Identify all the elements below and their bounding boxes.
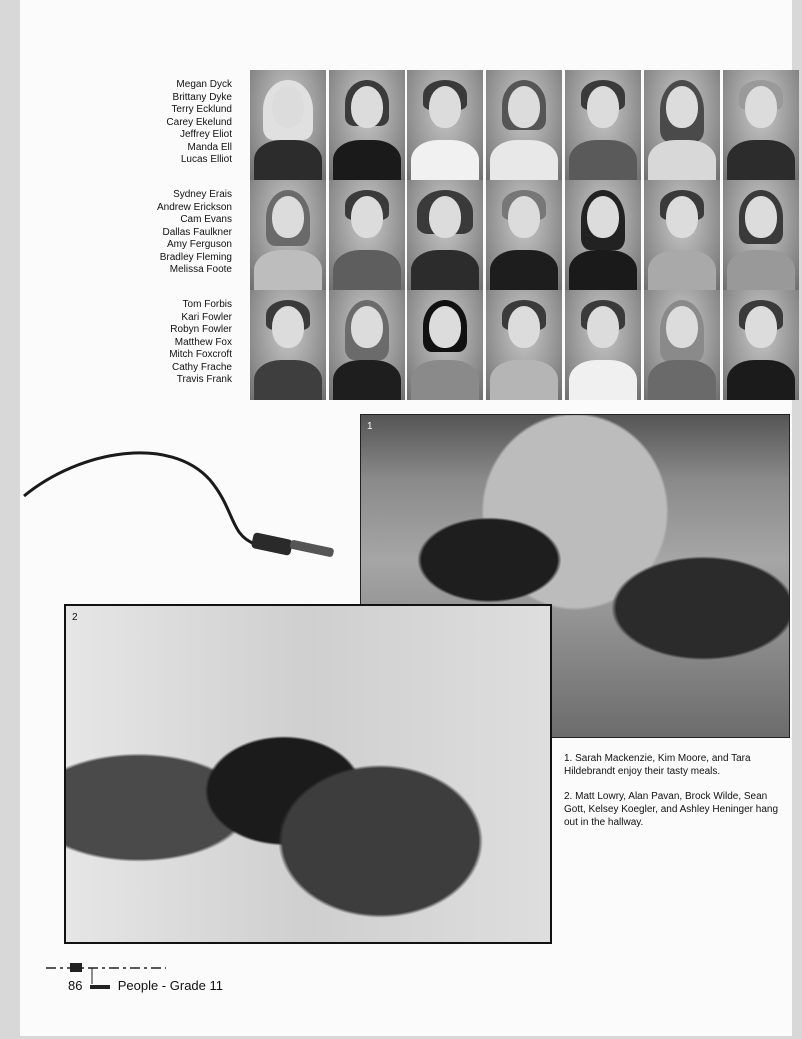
- student-portrait: [329, 180, 405, 290]
- student-name: Carey Ekelund: [166, 116, 232, 128]
- student-name: Andrew Erickson: [156, 201, 232, 213]
- student-portrait: [644, 290, 720, 400]
- student-portrait: [723, 70, 799, 180]
- student-name: Brittany Dyke: [172, 91, 232, 103]
- student-name: Mitch Foxcroft: [169, 349, 232, 360]
- plug-icon: [90, 985, 110, 989]
- student-portrait: [644, 180, 720, 290]
- student-name: Amy Ferguson: [166, 239, 232, 250]
- candid-photo-hallway: [64, 604, 552, 944]
- student-name: Cathy Frache: [171, 361, 232, 373]
- student-portrait: [486, 70, 562, 180]
- student-name: Manda Ell: [187, 141, 232, 153]
- student-name: Cam Evans: [180, 214, 232, 225]
- photo-number: 1: [367, 421, 373, 432]
- student-name: Matthew Fox: [174, 336, 232, 348]
- student-name: Jeffrey Eliot: [179, 129, 232, 140]
- portrait-row-2: [250, 180, 790, 290]
- student-name: Terry Ecklund: [171, 104, 232, 115]
- name-list-row-1: [130, 79, 232, 167]
- student-name: Megan Dyck: [176, 79, 232, 90]
- student-name: Tom Forbis: [182, 299, 232, 310]
- name-list-row-2: [130, 189, 232, 277]
- caption-photo-1: 1. Sarah Mackenzie, Kim Moore, and Tara Hildebrandt enjoy their tasty meals.: [564, 753, 751, 777]
- student-name: Dallas Faulkner: [162, 226, 232, 238]
- page-number: 86: [68, 978, 83, 993]
- photo-number: 2: [72, 612, 78, 623]
- student-portrait: [723, 180, 799, 290]
- student-portrait: [723, 290, 799, 400]
- headphone-cable-graphic: [20, 440, 350, 580]
- student-portrait: [329, 290, 405, 400]
- student-name: Sydney Erais: [173, 189, 232, 200]
- student-name: Bradley Fleming: [159, 251, 232, 263]
- student-portrait: [486, 290, 562, 400]
- student-name: Melissa Foote: [169, 264, 232, 275]
- student-portrait: [407, 70, 483, 180]
- student-portrait: [565, 70, 641, 180]
- student-portrait: [250, 290, 326, 400]
- student-name: Kari Fowler: [181, 311, 232, 323]
- student-name: Robyn Fowler: [170, 324, 232, 335]
- caption-photo-2: 2. Matt Lowry, Alan Pavan, Brock Wilde, Sean Gott, Kelsey Koegler, and Ashley Heninger hang out in the hallway.: [564, 791, 779, 828]
- student-name: Travis Frank: [176, 374, 232, 385]
- student-portrait: [565, 290, 641, 400]
- student-portrait: [565, 180, 641, 290]
- student-portrait: [407, 180, 483, 290]
- student-name: Lucas Elliot: [180, 154, 232, 165]
- student-portrait: [486, 180, 562, 290]
- section-title: People - Grade 11: [117, 978, 223, 993]
- student-portrait: [250, 70, 326, 180]
- student-portrait: [407, 290, 483, 400]
- portrait-row-3: [250, 290, 790, 400]
- page-footer: [68, 978, 223, 993]
- student-portrait: [329, 70, 405, 180]
- portrait-row-1: [250, 70, 790, 180]
- name-list-row-3: [130, 299, 232, 387]
- student-portrait: [250, 180, 326, 290]
- student-portrait: [644, 70, 720, 180]
